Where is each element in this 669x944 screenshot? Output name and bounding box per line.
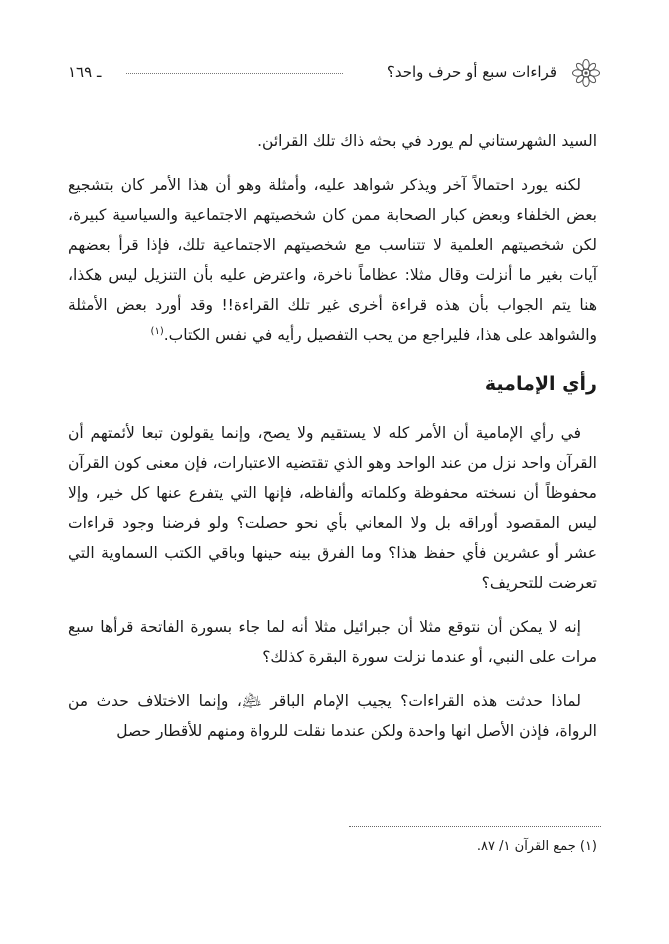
section-heading: رأي الإمامية xyxy=(484,373,597,395)
header-divider xyxy=(126,73,343,74)
main-text xyxy=(68,126,597,760)
paragraph: في رأي الإمامية أن الأمر كله لا يستقيم ولا يصح، وإنما يقولون تبعا لأئمتهم أن القرآن واحد نزل من عند الواحد وهو الذي تقتضيه الاعتبارات، فإن معنى كون القرآن محفوظاً أن نسخته محفوظة وكلماته وألفاظه، فإنها التي يتفرع عنها كل خير، وإلا ليس المقصود أوراقه بل ولا المعاني بأي نحو حصلت؟ ولو فرضنا وجود قراءات عشر أو عشرين فأي حفظ هذا؟ وما الفرق بينه حينها وباقي الكتب السماوية التي تعرضت للتحريف؟ xyxy=(68,424,597,592)
running-header xyxy=(68,58,601,88)
footnote: (١) جمع القرآن ١/ ٨٧. xyxy=(476,839,597,854)
running-title: قراءات سبع أو حرف واحد؟ xyxy=(386,63,557,81)
paragraph-text: لكنه يورد احتمالاً آخر ويذكر شواهد عليه، وأمثلة وهو أن هذا الأمر كان بتشجيع بعض الخلفاء وبعض كبار الصحابة ممن كان شخصيتهم الاجتماعية والسياسية كبيرة، لكن شخصيتهم العلمية لا تتناسب مع شخصيتهم الاجتماعية تلك، فإذا قرأ بعضهم آيات بغير ما أنزلت وقال مثلا: عظاماً ناخرة، واعترض عليه بأن التنزيل ليس هكذا، هنا يتم الجواب بأن هذه قراءة أخرى غير تلك القراءة!! وقد أورد بعض الأمثلة والشواهد على هذا، فليراجع من يحب التفصيل رأيه في نفس الكتاب. xyxy=(68,176,597,344)
paragraph xyxy=(68,170,597,350)
paragraph: إنه لا يمكن أن نتوقع مثلا أن جبرائيل مثلا أنه لما جاء بسورة الفاتحة قرأها سبع مرات على النبي، أو عندما نزلت سورة البقرة كذلك؟ xyxy=(68,618,597,666)
footnote-divider xyxy=(349,826,601,827)
page-number: ـ ١٦٩ xyxy=(68,63,102,81)
footnote-reference: (١) xyxy=(150,325,164,337)
paragraph: لماذا حدثت هذه القراءات؟ يجيب الإمام الباقر ﵇، وإنما الاختلاف حدث من الرواة، فإذن الأصل انها واحدة ولكن عندما نقلت للرواة ومنهم للأقطار حصل xyxy=(68,692,597,740)
floral-rosette-icon xyxy=(571,58,601,88)
paragraph: السيد الشهرستاني لم يورد في بحثه ذاك تلك القرائن. xyxy=(257,132,597,150)
